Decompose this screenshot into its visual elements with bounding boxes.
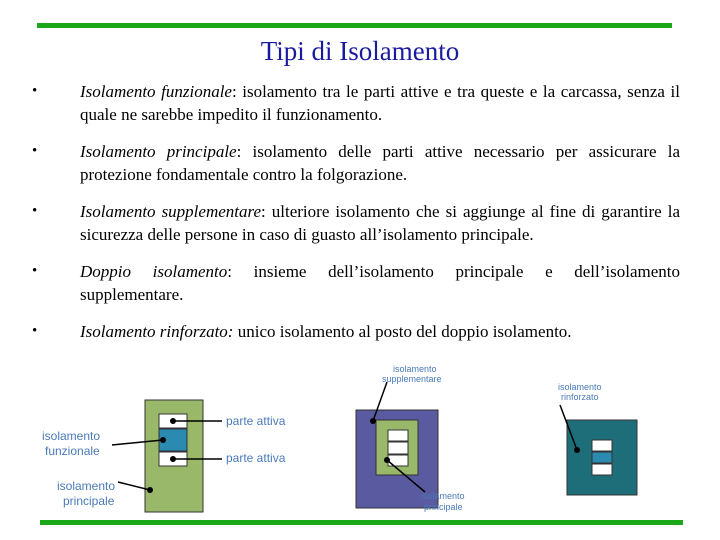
bullet-term: Isolamento supplementare <box>80 202 262 221</box>
live-part-top <box>388 430 408 441</box>
bullet-icon: • <box>32 203 38 219</box>
label-isolamento-funzionale-1: isolamento <box>42 429 101 443</box>
label-isolamento-funzionale-2: funzionale <box>45 444 100 458</box>
live-part-mid <box>388 442 408 454</box>
label-isolamento-principale-1: isolamento <box>57 479 116 493</box>
bullet-text: : ulteriore isolamento che si aggiunge al fine di garantire la sicurezza delle persone in caso di guasto all’isolamento principale. <box>80 202 680 244</box>
bullet-term: Isolamento funzionale <box>80 82 232 101</box>
slide-title: Tipi di Isolamento <box>260 36 460 66</box>
live-part-bottom <box>592 464 612 475</box>
label-isolamento-principale-b-2: principale <box>424 502 463 512</box>
label-isolamento-rinforzato-2: rinforzato <box>561 392 599 402</box>
bullet-text: : insieme dell’isolamento principale e dell’isolamento supplementare. <box>80 262 681 304</box>
live-part-top <box>592 440 612 451</box>
bullet-icon: • <box>32 143 38 159</box>
bullet-term: Isolamento rinforzato: <box>80 322 234 341</box>
live-part-mid <box>592 452 612 463</box>
live-part-bottom <box>388 455 408 466</box>
label-isolamento-supplementare-2: supplementare <box>382 374 442 384</box>
bullet-text: : isolamento delle parti attive necessario per assicurare la protezione fondamentale contro la folgorazione. <box>80 142 681 184</box>
bullet-icon: • <box>32 323 38 339</box>
bullet-text: unico isolamento al posto del doppio isolamento. <box>233 322 572 341</box>
label-isolamento-rinforzato-1: isolamento <box>558 382 602 392</box>
label-isolamento-principale-b-1: isolamento <box>421 491 465 501</box>
label-parte-attiva-1: parte attiva <box>226 414 286 428</box>
label-isolamento-principale-2: principale <box>63 494 115 508</box>
pointer-dot <box>147 487 153 493</box>
bullet-icon: • <box>32 83 38 99</box>
bullet-text: : isolamento tra le parti attive e tra queste e la carcassa, senza il quale ne sarebbe impedito il funzionamento. <box>80 82 680 124</box>
bullet-term: Isolamento principale <box>80 142 237 161</box>
bottom-green-bar <box>40 520 683 525</box>
label-parte-attiva-2: parte attiva <box>226 451 286 465</box>
bullet-icon: • <box>32 263 38 279</box>
label-isolamento-supplementare-1: isolamento <box>393 364 437 374</box>
bullet-term: Doppio isolamento <box>80 262 228 281</box>
